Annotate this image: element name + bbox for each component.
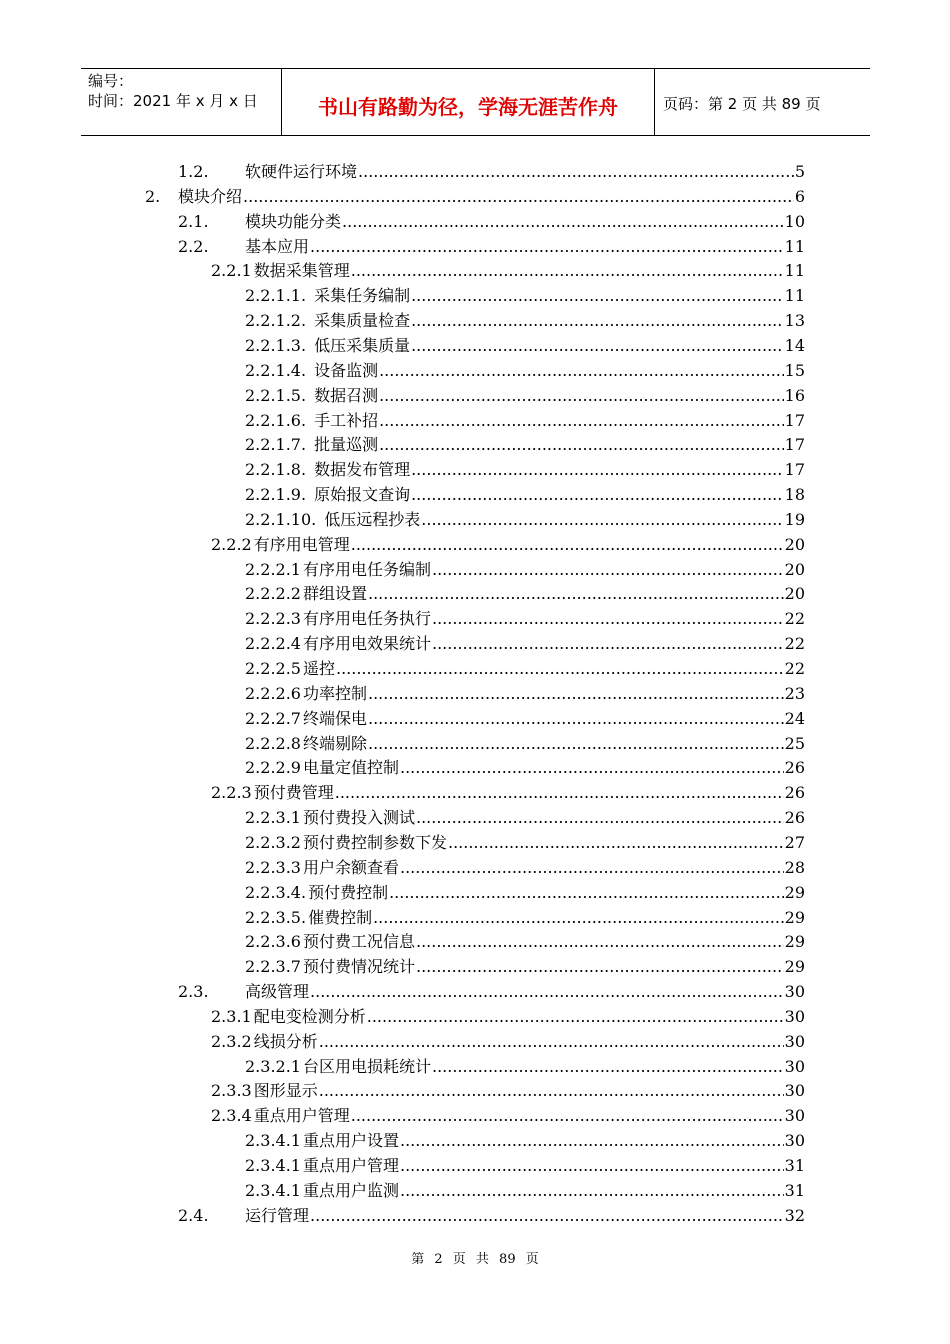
toc-entry-title: 设备监测 [314,360,379,380]
toc-entry-page: 30 [784,1031,805,1051]
toc-entry-page: 22 [784,634,805,654]
toc-entry-number: 2.2.1.9. [245,485,307,505]
toc-entry-number: 2.3.3 [211,1081,252,1101]
toc-entry-page: 15 [784,360,805,380]
toc-leader-dots [351,1106,784,1126]
toc-leader-dots [432,1057,784,1077]
toc-entry-page: 6 [794,186,805,206]
toc-entry-number: 2.2.2.8 [245,733,301,753]
toc-entry-title: 图形显示 [253,1081,318,1101]
toc-entry-title: 软硬件运行环境 [245,162,358,181]
toc-entry-number: 2.2.3.6 [245,932,301,952]
toc-entry-page: 31 [784,1156,805,1175]
toc-entry-title: 终端保电 [302,708,367,728]
toc-entry-title: 终端剔除 [302,733,367,753]
toc-leader-dots [368,684,784,704]
toc-entry-title: 重点用户管理 [253,1106,350,1126]
toc-leader-dots [319,1032,784,1052]
toc-entry-page: 29 [784,957,805,977]
toc-entry[interactable] [211,257,805,281]
header-motto: 书山有路勤为径，学海无涯苦作舟 [318,95,618,119]
toc-entry-page: 11 [784,236,805,256]
toc-leader-dots [368,734,784,754]
toc-entry-title: 低压采集质量 [314,335,411,355]
header-bottom-rule [81,135,870,136]
toc-entry[interactable] [211,531,805,555]
toc-entry-number: 2.3.4.1 [245,1180,301,1200]
toc-entry-title: 催费控制 [308,907,373,927]
toc-entry-page: 29 [784,932,805,952]
toc-entry-page: 30 [784,1006,805,1026]
toc-entry-title: 手工补招 [314,410,379,430]
toc-entry[interactable] [245,730,805,754]
toc-entry[interactable] [245,904,805,928]
toc-entry-page: 30 [784,1081,805,1101]
toc-entry-number: 2.3. [178,982,209,1002]
toc-leader-dots [379,361,784,381]
toc-leader-dots [351,535,784,555]
toc-leader-dots [336,659,784,679]
toc-leader-dots [351,261,784,281]
toc-entry[interactable] [245,307,805,331]
toc-entry-number: 2.3.2 [211,1031,252,1051]
toc-entry[interactable] [211,1003,805,1027]
toc-entry[interactable] [245,282,805,306]
toc-leader-dots [368,584,784,604]
toc-entry-title: 预付费控制 [308,882,389,902]
toc-entry-title: 功率控制 [302,683,367,703]
toc-entry[interactable] [178,1202,805,1226]
toc-entry-page: 29 [784,907,805,927]
toc-entry-page: 11 [784,286,805,306]
toc-leader-dots [448,833,784,853]
toc-leader-dots [411,485,784,505]
toc-entry-number: 2.2.3.7 [245,957,301,977]
toc-entry-title: 数据发布管理 [314,460,411,480]
header-page-label: 页码：第 2 页 共 89 页 [663,95,821,113]
toc-entry-title: 预付费情况统计 [302,957,415,977]
toc-entry-number: 2.2.3.3 [245,857,301,877]
toc-entry-title: 原始报文查询 [314,485,411,505]
toc-entry[interactable] [245,456,805,480]
toc-entry[interactable] [245,1127,805,1151]
toc-entry[interactable] [211,1102,805,1126]
toc-entry-number: 1.2. [178,162,209,181]
toc-leader-dots [400,1181,784,1201]
toc-entry-page: 30 [784,1106,805,1126]
toc-entry-page: 25 [784,733,805,753]
toc-entry-number: 2.1. [178,211,209,231]
toc-entry-number: 2.2.1.4. [245,360,307,380]
toc-entry-title: 用户余额查看 [302,857,399,877]
toc-entry-title: 重点用户设置 [302,1131,399,1151]
toc-entry-page: 20 [784,559,805,579]
header-divider [654,68,655,135]
toc-entry-page: 10 [784,211,805,231]
toc-entry[interactable] [245,928,805,952]
toc-leader-dots [411,460,784,480]
toc-entry[interactable] [245,605,805,629]
toc-entry-page: 28 [784,857,805,877]
toc-entry-number: 2.2.2.4 [245,634,301,654]
toc-entry-number: 2.2.3.4. [245,882,307,902]
toc-entry[interactable] [245,1053,805,1077]
toc-entry-title: 数据召测 [314,385,379,405]
toc-entry[interactable] [245,804,805,828]
toc-entry[interactable] [245,705,805,729]
toc-leader-dots [411,336,784,356]
toc-entry[interactable] [245,407,805,431]
toc-entry[interactable] [245,382,805,406]
toc-entry-page: 26 [784,783,805,803]
toc-entry-number: 2.2.3.2 [245,832,301,852]
toc-leader-dots [411,286,784,306]
toc-entry-number: 2.2.1.7. [245,435,307,455]
toc-entry[interactable] [145,183,805,207]
toc-entry[interactable] [245,357,805,381]
toc-entry-page: 30 [784,1131,805,1151]
toc-entry-page: 17 [784,410,805,430]
toc-leader-dots [432,609,784,629]
toc-entry[interactable] [245,879,805,903]
toc-entry-page: 30 [784,1056,805,1076]
toc-entry-title: 模块介绍 [178,186,243,206]
toc-entry-title: 数据采集管理 [253,261,350,281]
header-top-rule [81,68,870,69]
toc-entry-title: 配电变检测分析 [253,1006,366,1026]
toc-entry-page: 14 [784,335,805,355]
toc-entry-page: 16 [784,385,805,405]
toc-entry-number: 2. [145,186,161,206]
toc-entry-title: 基本应用 [245,236,310,256]
toc-entry-page: 29 [784,882,805,902]
toc-entry[interactable] [211,1077,805,1101]
toc-entry-number: 2.2.2.3 [245,609,301,629]
toc-leader-dots [367,1007,784,1027]
toc-entry-page: 30 [784,982,805,1002]
toc-entry[interactable] [245,481,805,505]
toc-entry[interactable] [178,208,805,232]
toc-leader-dots [379,411,784,431]
toc-leader-dots [421,510,783,530]
toc-leader-dots [335,783,784,803]
toc-entry[interactable] [245,580,805,604]
toc-entry[interactable] [245,332,805,356]
toc-entry-number: 2.2.1.10. [245,509,317,529]
toc-entry-number: 2.2. [178,236,209,256]
toc-entry-number: 2.3.4 [211,1106,252,1126]
toc-entry-page: 18 [784,485,805,505]
toc-entry-number: 2.2.2.5 [245,659,301,678]
toc-entry-number: 2.2.2.7 [245,708,301,728]
toc-entry-number: 2.2.2.1 [245,559,301,579]
toc-leader-dots [373,908,784,928]
toc-entry[interactable] [245,431,805,455]
toc-entry-title: 低压远程抄表 [324,509,421,529]
toc-leader-dots [379,435,784,455]
toc-leader-dots [416,808,784,828]
toc-entry-title: 采集质量检查 [314,311,411,331]
toc-entry-number: 2.3.4.1 [245,1131,301,1151]
toc-entry-page: 26 [784,758,805,778]
toc-entry-page: 20 [784,534,805,554]
toc-entry-page: 17 [784,460,805,480]
toc-leader-dots [400,858,784,878]
toc-entry-title: 重点用户管理 [302,1156,399,1175]
toc-entry-title: 预付费投入测试 [302,808,415,828]
toc-entry-page: 5 [794,162,805,181]
toc-leader-dots [411,311,784,331]
toc-entry-page: 23 [784,683,805,703]
toc-entry-title: 批量巡测 [314,435,379,455]
toc-entry[interactable] [245,655,805,679]
toc-entry-page: 20 [784,584,805,604]
toc-entry-number: 2.2.2.9 [245,758,301,778]
toc-entry[interactable] [178,233,805,257]
toc-entry-title: 预付费控制参数下发 [302,832,447,852]
page-footer: 第 2 页 共 89 页 [411,1252,539,1267]
toc-entry-title: 有序用电任务编制 [302,559,431,579]
toc-leader-dots [389,883,784,903]
toc-leader-dots [319,1081,784,1101]
toc-leader-dots [400,758,784,778]
toc-entry[interactable] [245,556,805,580]
toc-entry-number: 2.2.3.1 [245,808,301,828]
toc-entry-page: 31 [784,1180,805,1200]
toc-leader-dots [310,1206,784,1226]
toc-leader-dots [243,187,794,207]
header-meta [88,71,278,111]
toc-entry-title: 运行管理 [245,1205,310,1225]
toc-entry-number: 2.3.2.1 [245,1056,301,1076]
toc-entry-page: 22 [784,659,805,678]
toc-entry-title: 有序用电管理 [253,534,350,554]
toc-entry-number: 2.2.2 [211,534,252,554]
toc-entry-title: 有序用电任务执行 [302,609,431,629]
toc-entry-number: 2.2.3 [211,783,252,803]
toc-entry-number: 2.2.1.5. [245,385,307,405]
toc-entry-number: 2.2.2.6 [245,683,301,703]
toc-entry[interactable] [245,1152,805,1176]
toc-entry-number: 2.2.3.5. [245,907,307,927]
toc-leader-dots [368,709,784,729]
toc-entry-title: 重点用户监测 [302,1180,399,1200]
toc-entry-number: 2.2.1.8. [245,460,307,480]
toc-entry-page: 11 [784,261,805,281]
toc-leader-dots [432,634,784,654]
toc-entry-title: 预付费工况信息 [302,932,415,952]
toc-leader-dots [416,932,784,952]
toc-entry-page: 32 [784,1205,805,1225]
toc-entry[interactable] [245,754,805,778]
toc-entry-title: 有序用电效果统计 [302,634,431,654]
toc-entry-number: 2.3.1 [211,1006,252,1026]
toc-entry-page: 27 [784,832,805,852]
toc-entry-number: 2.2.1.2. [245,311,307,331]
toc-entry-number: 2.2.1.1. [245,286,307,306]
toc-entry-page: 19 [784,509,805,529]
toc-entry-title: 高级管理 [245,982,310,1002]
toc-entry[interactable] [245,680,805,704]
toc-entry-title: 群组设置 [302,584,367,604]
toc-entry[interactable] [211,779,805,803]
toc-entry[interactable] [211,1028,805,1052]
toc-entry-page: 22 [784,609,805,629]
toc-entry-number: 2.2.2.2 [245,584,301,604]
toc-entry-page: 24 [784,708,805,728]
toc-entry-title: 遥控 [302,659,335,678]
toc-entry-page: 17 [784,435,805,455]
toc-entry[interactable] [178,158,805,182]
toc-entry[interactable] [245,953,805,977]
time-label: 时间：2021 年 x 月 x 日 [88,92,258,110]
toc-leader-dots [310,237,784,257]
toc-entry-title: 模块功能分类 [245,211,342,231]
toc-leader-dots [379,386,784,406]
toc-entry-title: 预付费管理 [253,783,334,803]
toc-entry-title: 线损分析 [253,1031,318,1051]
toc-entry-number: 2.3.4.1 [245,1156,301,1175]
toc-entry-number: 2.4. [178,1205,209,1225]
toc-leader-dots [400,1156,784,1176]
toc-entry-number: 2.2.1 [211,261,252,281]
toc-entry-number: 2.2.1.6. [245,410,307,430]
toc-entry[interactable] [245,506,805,530]
toc-entry[interactable] [245,829,805,853]
toc-leader-dots [416,957,784,977]
toc-entry[interactable] [245,1177,805,1201]
toc-leader-dots [310,982,784,1002]
toc-entry-title: 电量定值控制 [302,758,399,778]
serial-label: 编号： [88,72,134,90]
toc-entry[interactable] [245,854,805,878]
toc-entry-page: 26 [784,808,805,828]
toc-entry-title: 采集任务编制 [314,286,411,306]
toc-entry-page: 13 [784,311,805,331]
toc-entry[interactable] [245,630,805,654]
toc-leader-dots [342,212,784,232]
toc-leader-dots [400,1131,784,1151]
toc-leader-dots [432,560,784,580]
toc-entry-title: 台区用电损耗统计 [302,1056,431,1076]
toc-entry[interactable] [178,978,805,1002]
toc-entry-number: 2.2.1.3. [245,335,307,355]
toc-leader-dots [358,162,794,182]
